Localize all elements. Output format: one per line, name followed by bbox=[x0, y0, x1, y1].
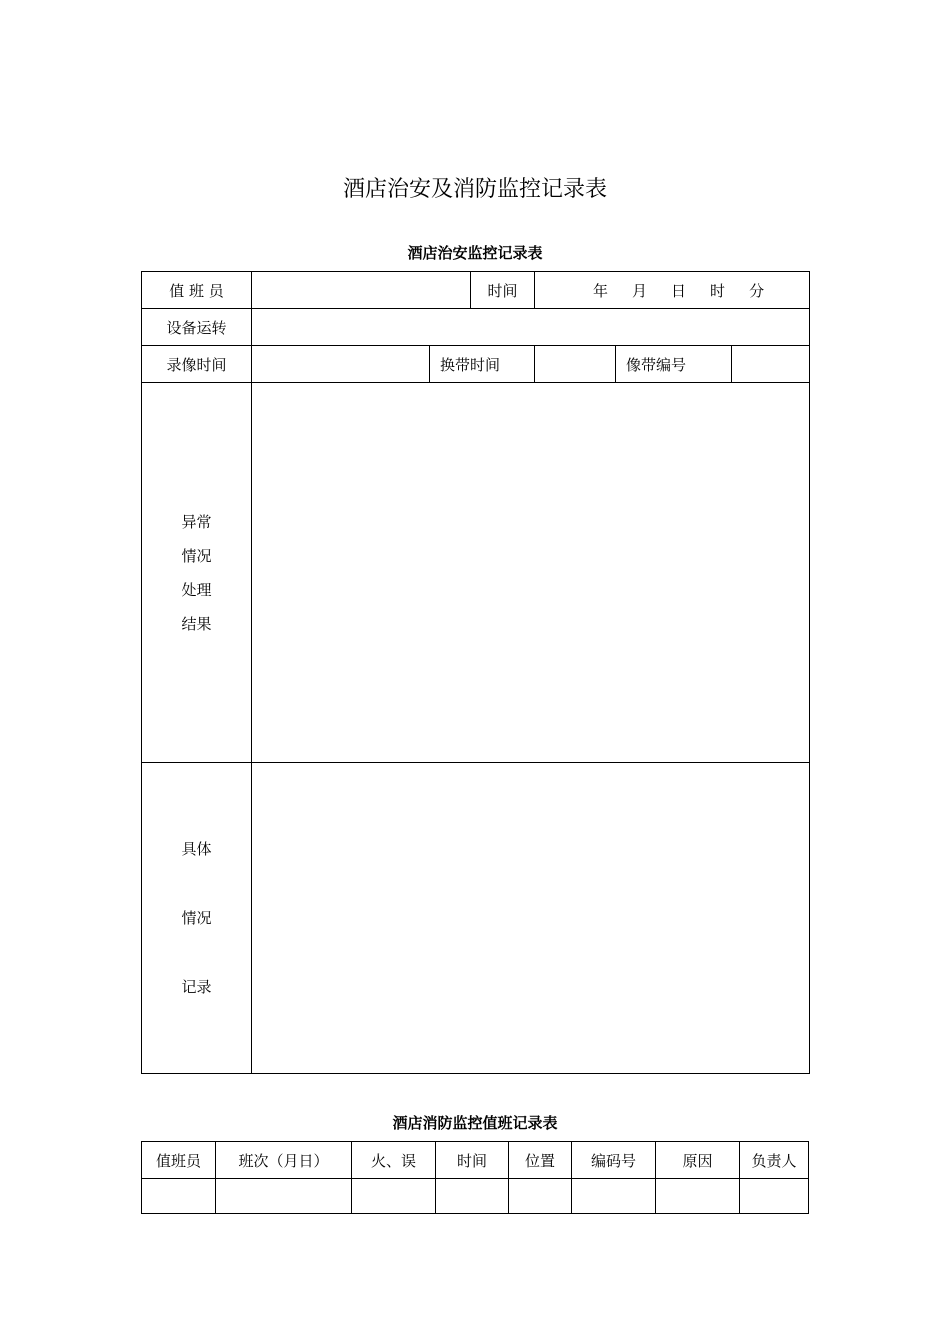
security-table-title: 酒店治安监控记录表 bbox=[407, 244, 543, 262]
header-code-number: 编码号 bbox=[572, 1142, 656, 1179]
details-line: 具体 bbox=[181, 839, 212, 858]
security-monitoring-table bbox=[141, 271, 810, 1074]
minute-unit: 分 bbox=[749, 281, 765, 300]
location-cell[interactable] bbox=[509, 1179, 572, 1214]
details-field[interactable] bbox=[252, 763, 810, 1074]
fire-monitoring-table bbox=[141, 1141, 809, 1214]
details-line: 情况 bbox=[181, 908, 212, 927]
date-time-field[interactable] bbox=[535, 272, 810, 309]
recording-time-label: 录像时间 bbox=[142, 346, 252, 383]
tape-number-field[interactable] bbox=[732, 346, 810, 383]
header-location: 位置 bbox=[509, 1142, 572, 1179]
header-shift: 班次（月日） bbox=[216, 1142, 352, 1179]
document-title: 酒店治安及消防监控记录表 bbox=[342, 177, 607, 202]
shift-cell[interactable] bbox=[216, 1179, 352, 1214]
abnormal-line: 异常 bbox=[181, 512, 212, 531]
duty-officer-field[interactable] bbox=[252, 272, 471, 309]
header-duty-officer: 值班员 bbox=[142, 1142, 216, 1179]
recording-time-field[interactable] bbox=[252, 346, 430, 383]
day-unit: 日 bbox=[671, 281, 687, 300]
header-person-in-charge: 负责人 bbox=[740, 1142, 809, 1179]
tape-number-label: 像带编号 bbox=[616, 346, 732, 383]
time-cell[interactable] bbox=[436, 1179, 509, 1214]
time-label: 时间 bbox=[471, 272, 535, 309]
reason-cell[interactable] bbox=[656, 1179, 740, 1214]
abnormal-line: 情况 bbox=[181, 546, 212, 565]
month-unit: 月 bbox=[632, 281, 648, 300]
abnormal-handling-label bbox=[142, 383, 252, 763]
details-label bbox=[142, 763, 252, 1074]
hour-unit: 时 bbox=[710, 281, 726, 300]
header-time: 时间 bbox=[436, 1142, 509, 1179]
abnormal-line: 结果 bbox=[181, 614, 212, 633]
details-line: 记录 bbox=[181, 977, 212, 996]
abnormal-handling-field[interactable] bbox=[252, 383, 810, 763]
header-reason: 原因 bbox=[656, 1142, 740, 1179]
duty-officer-cell[interactable] bbox=[142, 1179, 216, 1214]
fire-false-cell[interactable] bbox=[352, 1179, 436, 1214]
person-in-charge-cell[interactable] bbox=[740, 1179, 809, 1214]
equipment-field[interactable] bbox=[252, 309, 810, 346]
abnormal-line: 处理 bbox=[181, 580, 212, 599]
table-row bbox=[142, 1179, 809, 1214]
equipment-label: 设备运转 bbox=[142, 309, 252, 346]
header-fire-false: 火、误 bbox=[352, 1142, 436, 1179]
fire-table-title: 酒店消防监控值班记录表 bbox=[392, 1114, 558, 1132]
tape-change-time-field[interactable] bbox=[535, 346, 616, 383]
year-unit: 年 bbox=[593, 281, 609, 300]
duty-officer-label: 值 班 员 bbox=[142, 272, 252, 309]
code-number-cell[interactable] bbox=[572, 1179, 656, 1214]
tape-change-time-label: 换带时间 bbox=[430, 346, 535, 383]
